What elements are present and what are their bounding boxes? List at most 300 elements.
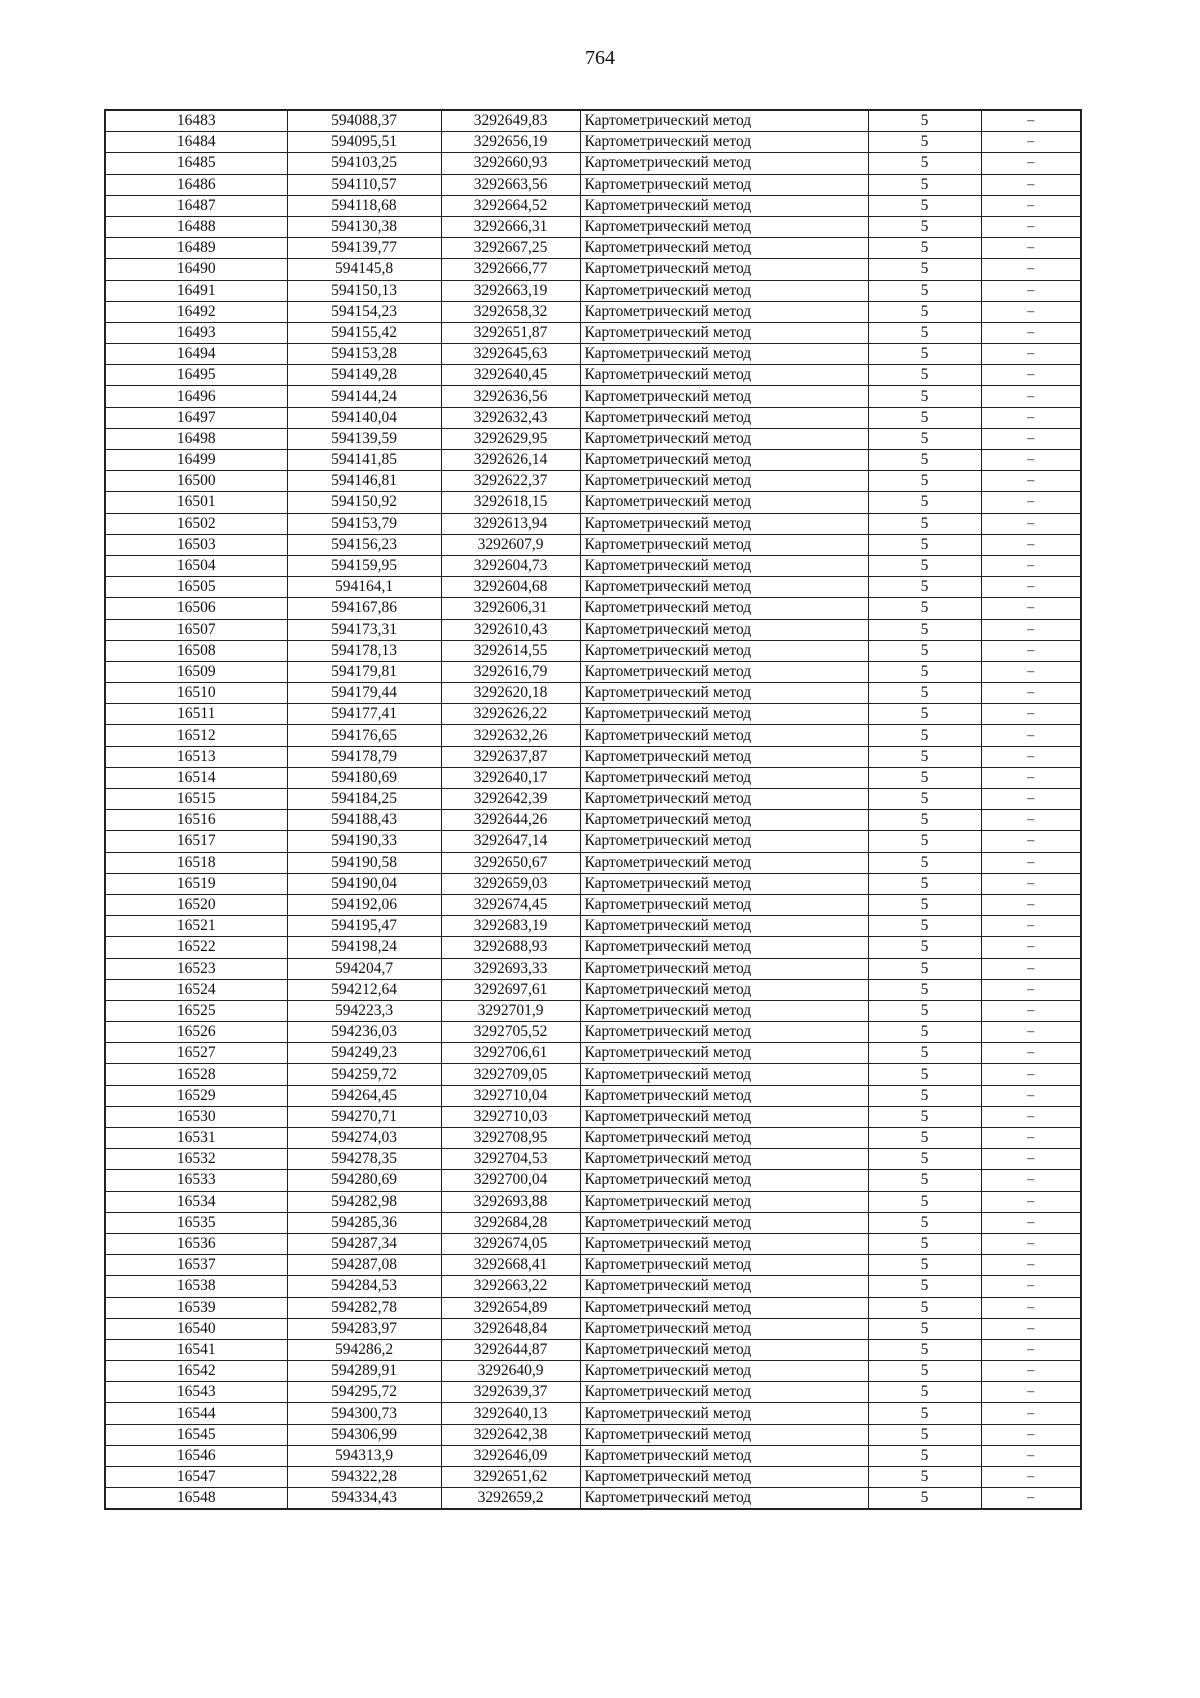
y-coordinate-cell: 3292709,05 (441, 1064, 580, 1085)
x-coordinate-cell: 594195,47 (287, 916, 441, 937)
y-coordinate-cell: 3292663,22 (441, 1276, 580, 1297)
accuracy-cell: 5 (868, 958, 981, 979)
point-number-cell: 16514 (105, 767, 287, 788)
description-cell: – (981, 174, 1081, 195)
table-row (105, 704, 1081, 725)
y-coordinate-cell: 3292604,73 (441, 555, 580, 576)
point-number-cell: 16547 (105, 1467, 287, 1488)
y-coordinate-cell: 3292620,18 (441, 683, 580, 704)
x-coordinate-cell: 594167,86 (287, 598, 441, 619)
x-coordinate-cell: 594154,23 (287, 301, 441, 322)
x-coordinate-cell: 594149,28 (287, 365, 441, 386)
y-coordinate-cell: 3292626,22 (441, 704, 580, 725)
point-number-cell: 16518 (105, 852, 287, 873)
x-coordinate-cell: 594282,98 (287, 1191, 441, 1212)
x-coordinate-cell: 594173,31 (287, 619, 441, 640)
table-row (105, 1149, 1081, 1170)
y-coordinate-cell: 3292697,61 (441, 979, 580, 1000)
table-row (105, 216, 1081, 237)
accuracy-cell: 5 (868, 1445, 981, 1466)
y-coordinate-cell: 3292616,79 (441, 661, 580, 682)
x-coordinate-cell: 594278,35 (287, 1149, 441, 1170)
method-cell: Картометрический метод (580, 1085, 868, 1106)
method-cell: Картометрический метод (580, 344, 868, 365)
method-cell: Картометрический метод (580, 216, 868, 237)
method-cell: Картометрический метод (580, 1339, 868, 1360)
description-cell: – (981, 1022, 1081, 1043)
x-coordinate-cell: 594322,28 (287, 1467, 441, 1488)
method-cell: Картометрический метод (580, 1445, 868, 1466)
description-cell: – (981, 1233, 1081, 1254)
point-number-cell: 16537 (105, 1255, 287, 1276)
description-cell: – (981, 789, 1081, 810)
x-coordinate-cell: 594259,72 (287, 1064, 441, 1085)
point-number-cell: 16489 (105, 238, 287, 259)
table-row (105, 1361, 1081, 1382)
point-number-cell: 16529 (105, 1085, 287, 1106)
x-coordinate-cell: 594284,53 (287, 1276, 441, 1297)
method-cell: Картометрический метод (580, 1043, 868, 1064)
method-cell: Картометрический метод (580, 1424, 868, 1445)
method-cell: Картометрический метод (580, 619, 868, 640)
table-row (105, 598, 1081, 619)
description-cell: – (981, 1424, 1081, 1445)
point-number-cell: 16506 (105, 598, 287, 619)
x-coordinate-cell: 594145,8 (287, 259, 441, 280)
y-coordinate-cell: 3292663,19 (441, 280, 580, 301)
y-coordinate-cell: 3292710,03 (441, 1106, 580, 1127)
point-number-cell: 16539 (105, 1297, 287, 1318)
y-coordinate-cell: 3292664,52 (441, 195, 580, 216)
accuracy-cell: 5 (868, 873, 981, 894)
x-coordinate-cell: 594236,03 (287, 1022, 441, 1043)
description-cell: – (981, 746, 1081, 767)
x-coordinate-cell: 594153,79 (287, 513, 441, 534)
point-number-cell: 16545 (105, 1424, 287, 1445)
accuracy-cell: 5 (868, 1149, 981, 1170)
x-coordinate-cell: 594150,13 (287, 280, 441, 301)
table-row (105, 195, 1081, 216)
table-row (105, 428, 1081, 449)
method-cell: Картометрический метод (580, 1382, 868, 1403)
description-cell: – (981, 344, 1081, 365)
accuracy-cell: 5 (868, 1318, 981, 1339)
accuracy-cell: 5 (868, 1339, 981, 1360)
table-row (105, 1339, 1081, 1360)
method-cell: Картометрический метод (580, 153, 868, 174)
method-cell: Картометрический метод (580, 1361, 868, 1382)
x-coordinate-cell: 594177,41 (287, 704, 441, 725)
y-coordinate-cell: 3292666,31 (441, 216, 580, 237)
accuracy-cell: 5 (868, 1233, 981, 1254)
y-coordinate-cell: 3292648,84 (441, 1318, 580, 1339)
x-coordinate-cell: 594190,04 (287, 873, 441, 894)
point-number-cell: 16498 (105, 428, 287, 449)
method-cell: Картометрический метод (580, 598, 868, 619)
point-number-cell: 16486 (105, 174, 287, 195)
table-row (105, 577, 1081, 598)
point-number-cell: 16541 (105, 1339, 287, 1360)
accuracy-cell: 5 (868, 746, 981, 767)
point-number-cell: 16511 (105, 704, 287, 725)
method-cell: Картометрический метод (580, 195, 868, 216)
table-row (105, 407, 1081, 428)
table-row (105, 110, 1081, 132)
accuracy-cell: 5 (868, 1064, 981, 1085)
point-number-cell: 16497 (105, 407, 287, 428)
table-row (105, 1297, 1081, 1318)
table-row (105, 513, 1081, 534)
description-cell: – (981, 704, 1081, 725)
y-coordinate-cell: 3292710,04 (441, 1085, 580, 1106)
x-coordinate-cell: 594140,04 (287, 407, 441, 428)
y-coordinate-cell: 3292705,52 (441, 1022, 580, 1043)
y-coordinate-cell: 3292622,37 (441, 471, 580, 492)
description-cell: – (981, 153, 1081, 174)
y-coordinate-cell: 3292650,67 (441, 852, 580, 873)
y-coordinate-cell: 3292708,95 (441, 1128, 580, 1149)
description-cell: – (981, 428, 1081, 449)
accuracy-cell: 5 (868, 407, 981, 428)
description-cell: – (981, 1170, 1081, 1191)
method-cell: Картометрический метод (580, 1403, 868, 1424)
method-cell: Картометрический метод (580, 450, 868, 471)
y-coordinate-cell: 3292684,28 (441, 1212, 580, 1233)
description-cell: – (981, 640, 1081, 661)
method-cell: Картометрический метод (580, 767, 868, 788)
point-number-cell: 16505 (105, 577, 287, 598)
x-coordinate-cell: 594164,1 (287, 577, 441, 598)
table-row (105, 810, 1081, 831)
x-coordinate-cell: 594144,24 (287, 386, 441, 407)
table-row (105, 492, 1081, 513)
table-row (105, 259, 1081, 280)
point-number-cell: 16522 (105, 937, 287, 958)
x-coordinate-cell: 594306,99 (287, 1424, 441, 1445)
y-coordinate-cell: 3292642,38 (441, 1424, 580, 1445)
point-number-cell: 16483 (105, 110, 287, 132)
x-coordinate-cell: 594274,03 (287, 1128, 441, 1149)
y-coordinate-cell: 3292668,41 (441, 1255, 580, 1276)
accuracy-cell: 5 (868, 534, 981, 555)
table-row (105, 746, 1081, 767)
method-cell: Картометрический метод (580, 873, 868, 894)
accuracy-cell: 5 (868, 386, 981, 407)
accuracy-cell: 5 (868, 174, 981, 195)
accuracy-cell: 5 (868, 1276, 981, 1297)
point-number-cell: 16515 (105, 789, 287, 810)
accuracy-cell: 5 (868, 1128, 981, 1149)
y-coordinate-cell: 3292704,53 (441, 1149, 580, 1170)
method-cell: Картометрический метод (580, 1297, 868, 1318)
y-coordinate-cell: 3292700,04 (441, 1170, 580, 1191)
point-number-cell: 16492 (105, 301, 287, 322)
method-cell: Картометрический метод (580, 301, 868, 322)
x-coordinate-cell: 594139,77 (287, 238, 441, 259)
point-number-cell: 16493 (105, 322, 287, 343)
table-row (105, 1424, 1081, 1445)
table-row (105, 1382, 1081, 1403)
accuracy-cell: 5 (868, 322, 981, 343)
method-cell: Картометрический метод (580, 174, 868, 195)
method-cell: Картометрический метод (580, 1467, 868, 1488)
point-number-cell: 16484 (105, 132, 287, 153)
point-number-cell: 16521 (105, 916, 287, 937)
method-cell: Картометрический метод (580, 1318, 868, 1339)
accuracy-cell: 5 (868, 153, 981, 174)
method-cell: Картометрический метод (580, 916, 868, 937)
accuracy-cell: 5 (868, 916, 981, 937)
y-coordinate-cell: 3292636,56 (441, 386, 580, 407)
accuracy-cell: 5 (868, 471, 981, 492)
description-cell: – (981, 322, 1081, 343)
point-number-cell: 16532 (105, 1149, 287, 1170)
y-coordinate-cell: 3292663,56 (441, 174, 580, 195)
method-cell: Картометрический метод (580, 704, 868, 725)
point-number-cell: 16534 (105, 1191, 287, 1212)
table-row (105, 238, 1081, 259)
table-row (105, 1233, 1081, 1254)
description-cell: – (981, 216, 1081, 237)
x-coordinate-cell: 594153,28 (287, 344, 441, 365)
y-coordinate-cell: 3292637,87 (441, 746, 580, 767)
method-cell: Картометрический метод (580, 259, 868, 280)
method-cell: Картометрический метод (580, 471, 868, 492)
accuracy-cell: 5 (868, 1361, 981, 1382)
x-coordinate-cell: 594300,73 (287, 1403, 441, 1424)
method-cell: Картометрический метод (580, 1170, 868, 1191)
description-cell: – (981, 1276, 1081, 1297)
point-number-cell: 16496 (105, 386, 287, 407)
method-cell: Картометрический метод (580, 110, 868, 132)
accuracy-cell: 5 (868, 1403, 981, 1424)
accuracy-cell: 5 (868, 704, 981, 725)
table-row (105, 1445, 1081, 1466)
accuracy-cell: 5 (868, 132, 981, 153)
accuracy-cell: 5 (868, 1467, 981, 1488)
y-coordinate-cell: 3292644,87 (441, 1339, 580, 1360)
description-cell: – (981, 110, 1081, 132)
x-coordinate-cell: 594212,64 (287, 979, 441, 1000)
description-cell: – (981, 894, 1081, 915)
y-coordinate-cell: 3292656,19 (441, 132, 580, 153)
method-cell: Картометрический метод (580, 1149, 868, 1170)
accuracy-cell: 5 (868, 513, 981, 534)
y-coordinate-cell: 3292642,39 (441, 789, 580, 810)
table-row (105, 873, 1081, 894)
description-cell: – (981, 1445, 1081, 1466)
x-coordinate-cell: 594190,33 (287, 831, 441, 852)
point-number-cell: 16488 (105, 216, 287, 237)
accuracy-cell: 5 (868, 450, 981, 471)
method-cell: Картометрический метод (580, 1064, 868, 1085)
x-coordinate-cell: 594190,58 (287, 852, 441, 873)
point-number-cell: 16525 (105, 1000, 287, 1021)
table-row (105, 1276, 1081, 1297)
table-row (105, 958, 1081, 979)
y-coordinate-cell: 3292658,32 (441, 301, 580, 322)
description-cell: – (981, 937, 1081, 958)
accuracy-cell: 5 (868, 1085, 981, 1106)
description-cell: – (981, 1000, 1081, 1021)
method-cell: Картометрический метод (580, 513, 868, 534)
table-row (105, 322, 1081, 343)
point-number-cell: 16524 (105, 979, 287, 1000)
accuracy-cell: 5 (868, 301, 981, 322)
method-cell: Картометрический метод (580, 322, 868, 343)
table-row (105, 1191, 1081, 1212)
description-cell: – (981, 301, 1081, 322)
description-cell: – (981, 492, 1081, 513)
description-cell: – (981, 831, 1081, 852)
y-coordinate-cell: 3292610,43 (441, 619, 580, 640)
point-number-cell: 16491 (105, 280, 287, 301)
description-cell: – (981, 1403, 1081, 1424)
description-cell: – (981, 386, 1081, 407)
description-cell: – (981, 238, 1081, 259)
point-number-cell: 16494 (105, 344, 287, 365)
x-coordinate-cell: 594095,51 (287, 132, 441, 153)
point-number-cell: 16543 (105, 1382, 287, 1403)
y-coordinate-cell: 3292613,94 (441, 513, 580, 534)
y-coordinate-cell: 3292683,19 (441, 916, 580, 937)
description-cell: – (981, 1064, 1081, 1085)
accuracy-cell: 5 (868, 1488, 981, 1510)
x-coordinate-cell: 594249,23 (287, 1043, 441, 1064)
y-coordinate-cell: 3292618,15 (441, 492, 580, 513)
accuracy-cell: 5 (868, 195, 981, 216)
accuracy-cell: 5 (868, 280, 981, 301)
x-coordinate-cell: 594178,13 (287, 640, 441, 661)
method-cell: Картометрический метод (580, 640, 868, 661)
table-row (105, 1255, 1081, 1276)
y-coordinate-cell: 3292666,77 (441, 259, 580, 280)
table-row (105, 1403, 1081, 1424)
x-coordinate-cell: 594287,08 (287, 1255, 441, 1276)
point-number-cell: 16490 (105, 259, 287, 280)
point-number-cell: 16519 (105, 873, 287, 894)
y-coordinate-cell: 3292640,45 (441, 365, 580, 386)
description-cell: – (981, 280, 1081, 301)
description-cell: – (981, 555, 1081, 576)
method-cell: Картометрический метод (580, 132, 868, 153)
point-number-cell: 16513 (105, 746, 287, 767)
point-number-cell: 16512 (105, 725, 287, 746)
x-coordinate-cell: 594130,38 (287, 216, 441, 237)
method-cell: Картометрический метод (580, 555, 868, 576)
point-number-cell: 16504 (105, 555, 287, 576)
accuracy-cell: 5 (868, 1191, 981, 1212)
y-coordinate-cell: 3292644,26 (441, 810, 580, 831)
description-cell: – (981, 1128, 1081, 1149)
point-number-cell: 16540 (105, 1318, 287, 1339)
coordinates-table-body (105, 110, 1081, 1509)
x-coordinate-cell: 594286,2 (287, 1339, 441, 1360)
point-number-cell: 16495 (105, 365, 287, 386)
x-coordinate-cell: 594192,06 (287, 894, 441, 915)
accuracy-cell: 5 (868, 555, 981, 576)
x-coordinate-cell: 594180,69 (287, 767, 441, 788)
point-number-cell: 16507 (105, 619, 287, 640)
point-number-cell: 16501 (105, 492, 287, 513)
table-row (105, 1488, 1081, 1510)
x-coordinate-cell: 594282,78 (287, 1297, 441, 1318)
y-coordinate-cell: 3292629,95 (441, 428, 580, 449)
point-number-cell: 16502 (105, 513, 287, 534)
y-coordinate-cell: 3292674,05 (441, 1233, 580, 1254)
table-row (105, 661, 1081, 682)
y-coordinate-cell: 3292649,83 (441, 110, 580, 132)
accuracy-cell: 5 (868, 238, 981, 259)
accuracy-cell: 5 (868, 810, 981, 831)
method-cell: Картометрический метод (580, 534, 868, 555)
accuracy-cell: 5 (868, 894, 981, 915)
method-cell: Картометрический метод (580, 238, 868, 259)
x-coordinate-cell: 594088,37 (287, 110, 441, 132)
accuracy-cell: 5 (868, 1297, 981, 1318)
accuracy-cell: 5 (868, 1000, 981, 1021)
point-number-cell: 16499 (105, 450, 287, 471)
table-row (105, 1128, 1081, 1149)
description-cell: – (981, 979, 1081, 1000)
x-coordinate-cell: 594264,45 (287, 1085, 441, 1106)
description-cell: – (981, 767, 1081, 788)
description-cell: – (981, 1255, 1081, 1276)
table-row (105, 937, 1081, 958)
description-cell: – (981, 1297, 1081, 1318)
x-coordinate-cell: 594118,68 (287, 195, 441, 216)
x-coordinate-cell: 594334,43 (287, 1488, 441, 1510)
point-number-cell: 16517 (105, 831, 287, 852)
y-coordinate-cell: 3292640,9 (441, 1361, 580, 1382)
y-coordinate-cell: 3292651,62 (441, 1467, 580, 1488)
method-cell: Картометрический метод (580, 661, 868, 682)
description-cell: – (981, 513, 1081, 534)
point-number-cell: 16538 (105, 1276, 287, 1297)
description-cell: – (981, 1149, 1081, 1170)
table-row (105, 619, 1081, 640)
method-cell: Картометрический метод (580, 1022, 868, 1043)
accuracy-cell: 5 (868, 937, 981, 958)
point-number-cell: 16508 (105, 640, 287, 661)
method-cell: Картометрический метод (580, 1000, 868, 1021)
table-row (105, 555, 1081, 576)
method-cell: Картометрический метод (580, 831, 868, 852)
y-coordinate-cell: 3292607,9 (441, 534, 580, 555)
point-number-cell: 16536 (105, 1233, 287, 1254)
x-coordinate-cell: 594139,59 (287, 428, 441, 449)
y-coordinate-cell: 3292614,55 (441, 640, 580, 661)
method-cell: Картометрический метод (580, 852, 868, 873)
y-coordinate-cell: 3292660,93 (441, 153, 580, 174)
accuracy-cell: 5 (868, 577, 981, 598)
point-number-cell: 16530 (105, 1106, 287, 1127)
method-cell: Картометрический метод (580, 492, 868, 513)
accuracy-cell: 5 (868, 640, 981, 661)
method-cell: Картометрический метод (580, 428, 868, 449)
accuracy-cell: 5 (868, 365, 981, 386)
x-coordinate-cell: 594285,36 (287, 1212, 441, 1233)
table-row (105, 1022, 1081, 1043)
page-number: 764 (585, 47, 615, 69)
y-coordinate-cell: 3292647,14 (441, 831, 580, 852)
point-number-cell: 16509 (105, 661, 287, 682)
x-coordinate-cell: 594110,57 (287, 174, 441, 195)
accuracy-cell: 5 (868, 725, 981, 746)
accuracy-cell: 5 (868, 1043, 981, 1064)
description-cell: – (981, 450, 1081, 471)
table-row (105, 1467, 1081, 1488)
